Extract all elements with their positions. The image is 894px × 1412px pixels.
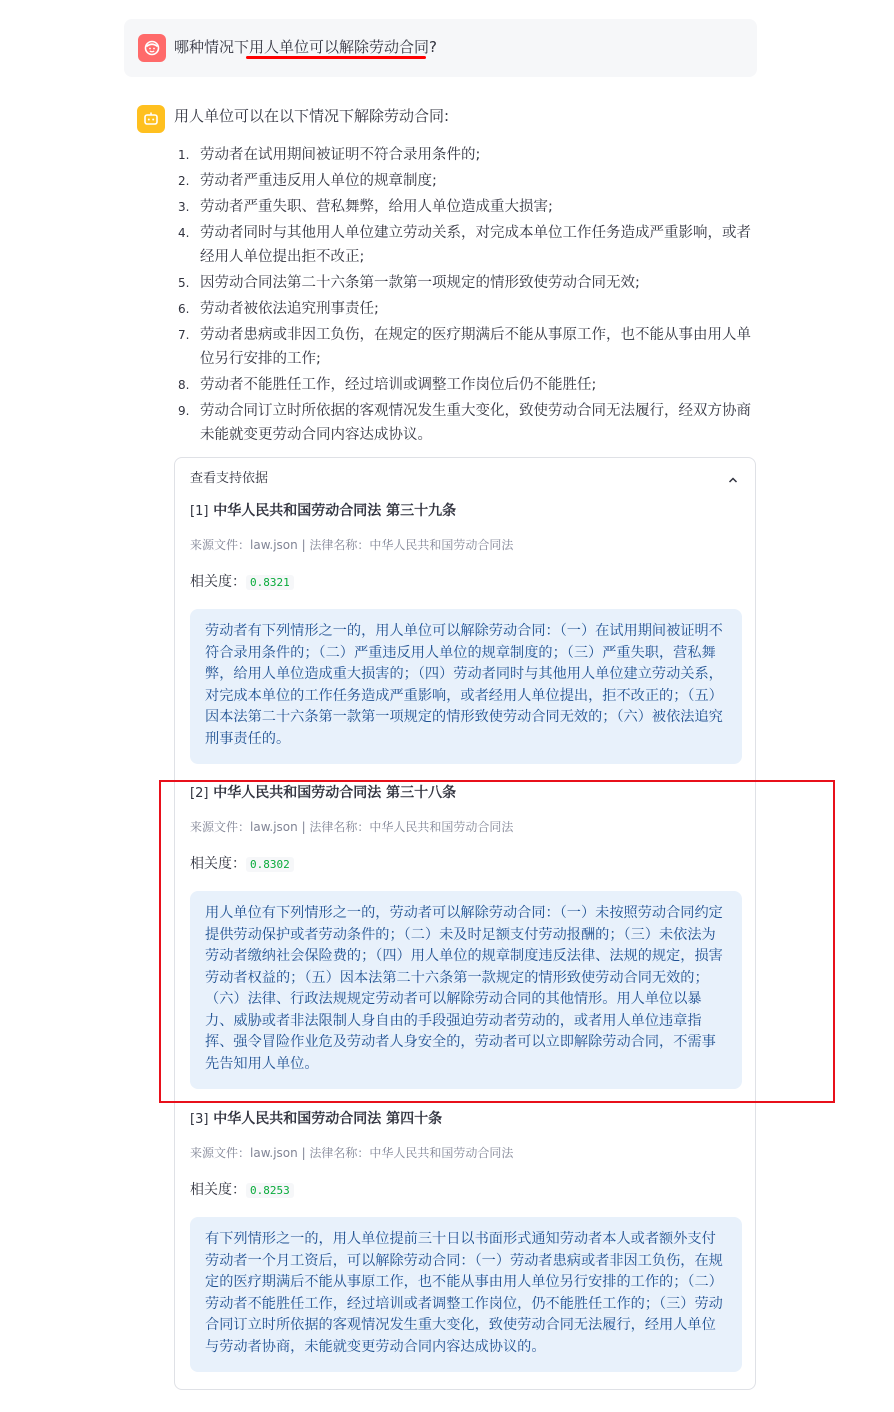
source-meta: 来源文件：law.json | 法律名称：中华人民共和国劳动合同法 [190, 538, 514, 552]
list-item: 6. 劳动者被依法追究刑事责任; [178, 301, 379, 317]
relevance-score: 相关度： 0.8321 [190, 572, 742, 593]
source-item [190, 501, 742, 764]
relevance-score: 相关度： 0.8302 [190, 854, 742, 875]
list-item: 1. 劳动者在试用期间被证明不符合录用条件的; [178, 147, 481, 163]
source-content: 有下列情形之一的，用人单位提前三十日以书面形式通知劳动者本人或者额外支付劳动者一个月工资后，可以解除劳动合同：（一）劳动者患病或者非因工负伤，在规定的医疗期满后不能从事原工作，也不能从事由用人单位另行安排的工作的；（二）劳动者不能胜任工作，经过培训或者调整工作岗位，仍不能胜任工作的；（三）劳动合同订立时所依据的客观情况发生重大变化，致使劳动合同无法履行，经用人单位与劳动者协商，未能就变更劳动合同内容达成协议的。 [190, 1217, 742, 1372]
source-meta: 来源文件：law.json | 法律名称：中华人民共和国劳动合同法 [190, 1146, 514, 1160]
list-item: 7. 劳动者患病或非因工负伤，在规定的医疗期满后不能从事原工作，也不能从事由用人单位另行安排的工作; [178, 327, 751, 367]
red-underline-annotation [246, 56, 426, 59]
list-item: 4. 劳动者同时与其他用人单位建立劳动关系，对完成本单位工作任务造成严重影响，或者经用人单位提出拒不改正; [178, 225, 751, 265]
source-item [190, 1109, 742, 1372]
answer-list [174, 143, 754, 449]
source-meta: 来源文件：law.json | 法律名称：中华人民共和国劳动合同法 [190, 820, 514, 834]
chevron-up-icon[interactable] [727, 471, 739, 490]
source-content: 用人单位有下列情形之一的，劳动者可以解除劳动合同：（一）未按照劳动合同约定提供劳动保护或者劳动条件的；（二）未及时足额支付劳动报酬的；（三）未依法为劳动者缴纳社会保险费的；（四）用人单位的规章制度违反法律、法规的规定，损害劳动者权益的；（五）因本法第二十六条第一款规定的情形致使劳动合同无效的；（六）法律、行政法规规定劳动者可以解除劳动合同的其他情形。用人单位以暴力、威胁或者非法限制人身自由的手段强迫劳动者劳动的，或者用人单位违章指挥、强令冒险作业危及劳动者人身安全的，劳动者可以立即解除劳动合同，不需事先告知用人单位。 [190, 891, 742, 1089]
relevance-score: 相关度： 0.8253 [190, 1180, 742, 1201]
source-title: [2] 中华人民共和国劳动合同法 第三十八条 [190, 785, 457, 801]
user-avatar-icon [138, 34, 166, 62]
answer-intro: 用人单位可以在以下情况下解除劳动合同: [174, 107, 450, 125]
source-title: [3] 中华人民共和国劳动合同法 第四十条 [190, 1111, 443, 1127]
list-item: 8. 劳动者不能胜任工作，经过培训或调整工作岗位后仍不能胜任; [178, 377, 597, 393]
user-question: 哪种情况下用人单位可以解除劳动合同? [174, 38, 437, 56]
bot-avatar-icon [137, 105, 165, 133]
red-highlight-annotation [159, 780, 835, 1103]
list-item: 2. 劳动者严重违反用人单位的规章制度; [178, 173, 437, 189]
source-content: 劳动者有下列情形之一的，用人单位可以解除劳动合同：（一）在试用期间被证明不符合录用条件的；（二）严重违反用人单位的规章制度的；（三）严重失职，营私舞弊，给用人单位造成重大损害的；（四）劳动者同时与其他用人单位建立劳动关系，对完成本单位的工作任务造成严重影响，或者经用人单位提出，拒不改正的；（五）因本法第二十六条第一款第一项规定的情形致使劳动合同无效的；（六）被依法追究刑事责任的。 [190, 609, 742, 764]
expander-label[interactable]: 查看支持依据 [190, 471, 269, 486]
list-item: 3. 劳动者严重失职、营私舞弊，给用人单位造成重大损害; [178, 199, 553, 215]
list-item: 5. 因劳动合同法第二十六条第一款第一项规定的情形致使劳动合同无效; [178, 275, 640, 291]
source-title: [1] 中华人民共和国劳动合同法 第三十九条 [190, 503, 457, 519]
list-item: 9. 劳动合同订立时所依据的客观情况发生重大变化，致使劳动合同无法履行，经双方协商未能就变更劳动合同内容达成协议。 [178, 403, 751, 443]
